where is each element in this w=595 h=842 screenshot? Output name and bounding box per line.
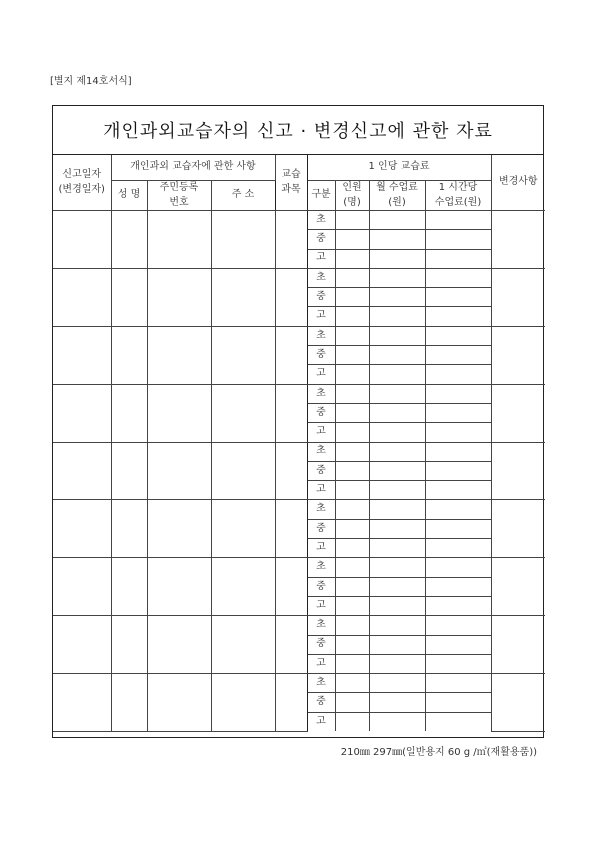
level-cell: 고: [307, 423, 335, 442]
paper-spec-footer: 210㎜ 297㎜(일반용지 60 g /㎡(재활용품)): [340, 747, 537, 758]
headcount-cell[interactable]: [335, 558, 369, 577]
hourly-fee-cell[interactable]: [425, 288, 491, 307]
hourly-fee-cell[interactable]: [425, 249, 491, 268]
monthly-fee-cell[interactable]: [369, 211, 425, 230]
record-changes-cell[interactable]: [491, 616, 545, 674]
hourly-fee-cell[interactable]: [425, 346, 491, 365]
record-address-cell[interactable]: [211, 384, 275, 442]
hourly-fee-cell[interactable]: [425, 230, 491, 249]
headcount-cell[interactable]: [335, 230, 369, 249]
headcount-cell[interactable]: [335, 481, 369, 500]
monthly-fee-cell[interactable]: [369, 365, 425, 384]
level-cell: 고: [307, 249, 335, 268]
level-cell: 중: [307, 519, 335, 538]
header-subject: 교습 과목: [275, 155, 307, 211]
record-rrn-cell[interactable]: [147, 211, 211, 269]
record-rrn-cell[interactable]: [147, 616, 211, 674]
monthly-fee-cell[interactable]: [369, 577, 425, 596]
monthly-fee-cell[interactable]: [369, 442, 425, 461]
record-name-cell[interactable]: [111, 384, 147, 442]
level-cell: 중: [307, 346, 335, 365]
record-name-cell[interactable]: [111, 268, 147, 326]
level-cell: 고: [307, 539, 335, 558]
hourly-fee-cell[interactable]: [425, 500, 491, 519]
record-changes-cell[interactable]: [491, 268, 545, 326]
monthly-fee-cell[interactable]: [369, 268, 425, 287]
record-address-cell[interactable]: [211, 674, 275, 731]
level-cell: 초: [307, 442, 335, 461]
record-address-cell[interactable]: [211, 211, 275, 269]
record-report-date-cell[interactable]: [53, 442, 111, 500]
record-address-cell[interactable]: [211, 500, 275, 558]
hourly-fee-cell[interactable]: [425, 365, 491, 384]
record-changes-cell[interactable]: [491, 674, 545, 731]
level-cell: 고: [307, 365, 335, 384]
record-report-date-cell[interactable]: [53, 500, 111, 558]
hourly-fee-cell[interactable]: [425, 674, 491, 693]
hourly-fee-cell[interactable]: [425, 307, 491, 326]
hourly-fee-cell[interactable]: [425, 577, 491, 596]
table-row: [53, 211, 545, 230]
level-cell: 중: [307, 635, 335, 654]
level-cell: 초: [307, 558, 335, 577]
hourly-fee-cell[interactable]: [425, 384, 491, 403]
monthly-fee-cell[interactable]: [369, 616, 425, 635]
hourly-fee-cell[interactable]: [425, 558, 491, 577]
headcount-cell[interactable]: [335, 654, 369, 673]
record-address-cell[interactable]: [211, 268, 275, 326]
hourly-fee-cell[interactable]: [425, 461, 491, 480]
record-changes-cell[interactable]: [491, 500, 545, 558]
record-address-cell[interactable]: [211, 326, 275, 384]
hourly-fee-cell[interactable]: [425, 712, 491, 731]
level-cell: 초: [307, 211, 335, 230]
record-subject-cell[interactable]: [275, 616, 307, 674]
headcount-cell[interactable]: [335, 635, 369, 654]
level-cell: 초: [307, 326, 335, 345]
hourly-fee-cell[interactable]: [425, 481, 491, 500]
record-rrn-cell[interactable]: [147, 674, 211, 731]
record-rrn-cell[interactable]: [147, 384, 211, 442]
headcount-cell[interactable]: [335, 500, 369, 519]
monthly-fee-cell[interactable]: [369, 384, 425, 403]
monthly-fee-cell[interactable]: [369, 249, 425, 268]
hourly-fee-cell[interactable]: [425, 423, 491, 442]
hourly-fee-cell[interactable]: [425, 539, 491, 558]
header-hourly-fee: 1 시간당 수업료(원): [425, 181, 491, 211]
hourly-fee-cell[interactable]: [425, 635, 491, 654]
form-title: 개인과외교습자의 신고 · 변경신고에 관한 자료: [53, 106, 543, 155]
level-cell: 중: [307, 461, 335, 480]
record-rrn-cell[interactable]: [147, 558, 211, 616]
report-form: [52, 105, 544, 738]
record-rrn-cell[interactable]: [147, 442, 211, 500]
record-report-date-cell[interactable]: [53, 558, 111, 616]
header-headcount: 인원 (명): [335, 181, 369, 211]
header-name: 성 명: [111, 181, 147, 211]
headcount-cell[interactable]: [335, 384, 369, 403]
header-changes: 변경사항: [491, 155, 545, 211]
monthly-fee-cell[interactable]: [369, 674, 425, 693]
record-name-cell[interactable]: [111, 616, 147, 674]
table-row: [53, 674, 545, 693]
monthly-fee-cell[interactable]: [369, 307, 425, 326]
header-address: 주 소: [211, 181, 275, 211]
headcount-cell[interactable]: [335, 423, 369, 442]
record-name-cell[interactable]: [111, 326, 147, 384]
record-rrn-cell[interactable]: [147, 268, 211, 326]
table-row: [53, 268, 545, 287]
hourly-fee-cell[interactable]: [425, 596, 491, 615]
level-cell: 초: [307, 674, 335, 693]
monthly-fee-cell[interactable]: [369, 288, 425, 307]
record-changes-cell[interactable]: [491, 384, 545, 442]
record-name-cell[interactable]: [111, 674, 147, 731]
table-row: [53, 616, 545, 635]
form-number-label: [별지 제14호서식]: [50, 76, 132, 87]
level-cell: 중: [307, 403, 335, 422]
record-name-cell[interactable]: [111, 211, 147, 269]
headcount-cell[interactable]: [335, 712, 369, 731]
record-address-cell[interactable]: [211, 558, 275, 616]
record-changes-cell[interactable]: [491, 442, 545, 500]
headcount-cell[interactable]: [335, 326, 369, 345]
record-name-cell[interactable]: [111, 500, 147, 558]
headcount-cell[interactable]: [335, 596, 369, 615]
record-subject-cell[interactable]: [275, 211, 307, 269]
level-cell: 중: [307, 577, 335, 596]
monthly-fee-cell[interactable]: [369, 423, 425, 442]
monthly-fee-cell[interactable]: [369, 693, 425, 712]
monthly-fee-cell[interactable]: [369, 403, 425, 422]
hourly-fee-cell[interactable]: [425, 654, 491, 673]
record-name-cell[interactable]: [111, 558, 147, 616]
headcount-cell[interactable]: [335, 346, 369, 365]
records-body: [53, 211, 545, 732]
report-table: [53, 155, 545, 732]
monthly-fee-cell[interactable]: [369, 712, 425, 731]
level-cell: 초: [307, 384, 335, 403]
record-subject-cell[interactable]: [275, 268, 307, 326]
monthly-fee-cell[interactable]: [369, 326, 425, 345]
record-subject-cell[interactable]: [275, 326, 307, 384]
level-cell: 중: [307, 693, 335, 712]
monthly-fee-cell[interactable]: [369, 596, 425, 615]
record-changes-cell[interactable]: [491, 326, 545, 384]
monthly-fee-cell[interactable]: [369, 230, 425, 249]
monthly-fee-cell[interactable]: [369, 500, 425, 519]
headcount-cell[interactable]: [335, 211, 369, 230]
headcount-cell[interactable]: [335, 249, 369, 268]
record-subject-cell[interactable]: [275, 442, 307, 500]
headcount-cell[interactable]: [335, 693, 369, 712]
headcount-cell[interactable]: [335, 674, 369, 693]
record-address-cell[interactable]: [211, 442, 275, 500]
level-cell: 고: [307, 481, 335, 500]
record-report-date-cell[interactable]: [53, 211, 111, 269]
monthly-fee-cell[interactable]: [369, 481, 425, 500]
table-row: [53, 326, 545, 345]
record-address-cell[interactable]: [211, 616, 275, 674]
record-subject-cell[interactable]: [275, 384, 307, 442]
level-cell: 초: [307, 616, 335, 635]
level-cell: 고: [307, 712, 335, 731]
headcount-cell[interactable]: [335, 403, 369, 422]
monthly-fee-cell[interactable]: [369, 346, 425, 365]
headcount-cell[interactable]: [335, 461, 369, 480]
record-name-cell[interactable]: [111, 442, 147, 500]
record-rrn-cell[interactable]: [147, 500, 211, 558]
record-report-date-cell[interactable]: [53, 384, 111, 442]
record-report-date-cell[interactable]: [53, 268, 111, 326]
hourly-fee-cell[interactable]: [425, 403, 491, 422]
header-category: 구분: [307, 181, 335, 211]
record-report-date-cell[interactable]: [53, 616, 111, 674]
level-cell: 중: [307, 288, 335, 307]
monthly-fee-cell[interactable]: [369, 519, 425, 538]
record-report-date-cell[interactable]: [53, 674, 111, 731]
headcount-cell[interactable]: [335, 442, 369, 461]
record-subject-cell[interactable]: [275, 558, 307, 616]
header-report-date: 신고일자 (변경일자): [53, 155, 111, 211]
hourly-fee-cell[interactable]: [425, 519, 491, 538]
hourly-fee-cell[interactable]: [425, 326, 491, 345]
monthly-fee-cell[interactable]: [369, 654, 425, 673]
headcount-cell[interactable]: [335, 268, 369, 287]
headcount-cell[interactable]: [335, 307, 369, 326]
level-cell: 초: [307, 500, 335, 519]
table-row: [53, 384, 545, 403]
headcount-cell[interactable]: [335, 577, 369, 596]
record-changes-cell[interactable]: [491, 558, 545, 616]
table-row: [53, 500, 545, 519]
monthly-fee-cell[interactable]: [369, 539, 425, 558]
hourly-fee-cell[interactable]: [425, 268, 491, 287]
header-monthly-fee: 월 수업료 (원): [369, 181, 425, 211]
headcount-cell[interactable]: [335, 288, 369, 307]
headcount-cell[interactable]: [335, 519, 369, 538]
headcount-cell[interactable]: [335, 365, 369, 384]
level-cell: 중: [307, 230, 335, 249]
monthly-fee-cell[interactable]: [369, 558, 425, 577]
record-report-date-cell[interactable]: [53, 326, 111, 384]
headcount-cell[interactable]: [335, 616, 369, 635]
header-rrn: 주민등록 번호: [147, 181, 211, 211]
header-fee-group: 1 인당 교습료: [307, 155, 491, 181]
monthly-fee-cell[interactable]: [369, 635, 425, 654]
hourly-fee-cell[interactable]: [425, 616, 491, 635]
table-row: [53, 442, 545, 461]
hourly-fee-cell[interactable]: [425, 211, 491, 230]
table-row: [53, 558, 545, 577]
record-subject-cell[interactable]: [275, 674, 307, 731]
level-cell: 고: [307, 654, 335, 673]
level-cell: 고: [307, 307, 335, 326]
hourly-fee-cell[interactable]: [425, 442, 491, 461]
hourly-fee-cell[interactable]: [425, 693, 491, 712]
record-changes-cell[interactable]: [491, 211, 545, 269]
record-rrn-cell[interactable]: [147, 326, 211, 384]
header-tutor-info: 개인과외 교습자에 관한 사항: [111, 155, 275, 181]
level-cell: 고: [307, 596, 335, 615]
monthly-fee-cell[interactable]: [369, 461, 425, 480]
level-cell: 초: [307, 268, 335, 287]
headcount-cell[interactable]: [335, 539, 369, 558]
record-subject-cell[interactable]: [275, 500, 307, 558]
